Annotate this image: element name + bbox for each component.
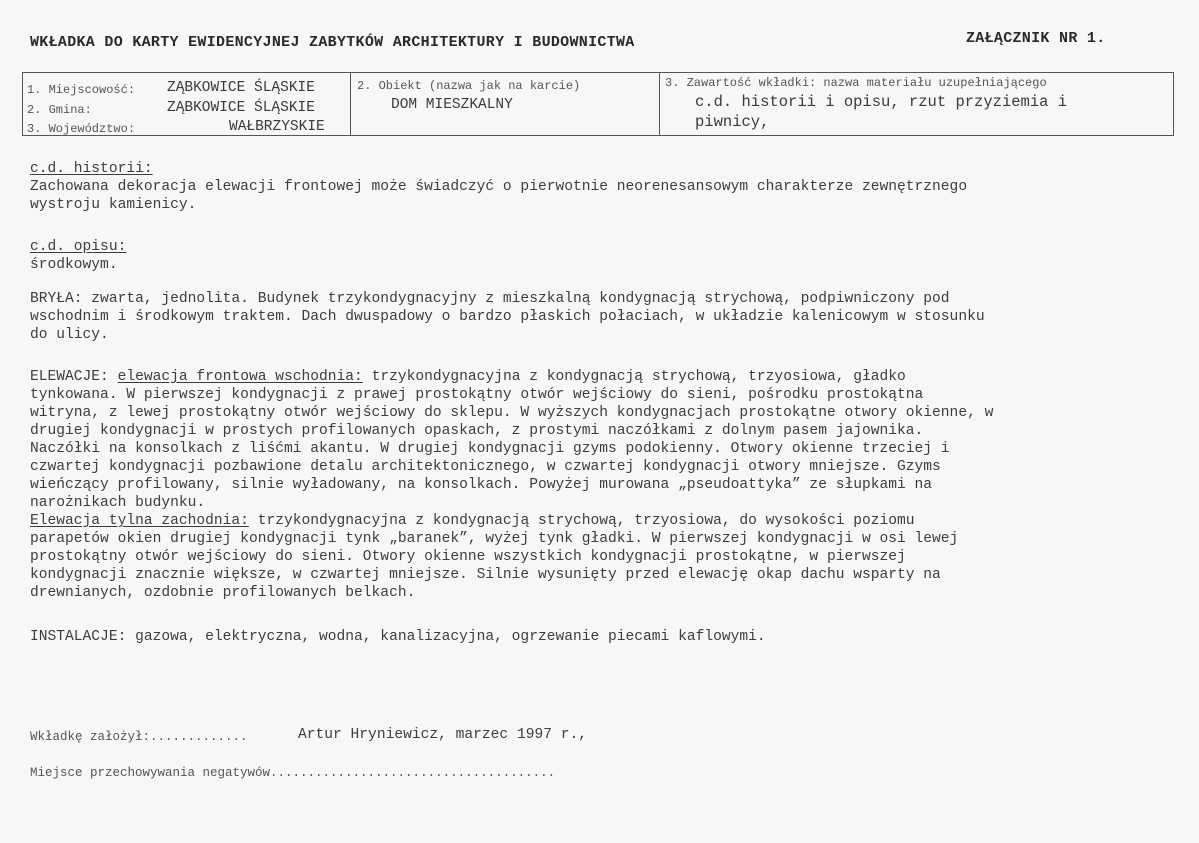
back-elevation-line: prostokątny otwór wejściowy do sieni. Otwory okienne wszystkich kondygnacji prostokątne, w pierwszej <box>30 549 906 565</box>
bryla-line: do ulicy. <box>30 327 109 343</box>
back-elevation-first-line <box>30 512 915 530</box>
column-divider <box>350 73 351 135</box>
historia-line: wystroju kamienicy. <box>30 197 197 213</box>
front-elevation-line: drugiej kondygnacji w prostych profilowanych opaskach, z prostymi naczółkami z dolnym pasem jajownika. <box>30 423 924 439</box>
gmina-label: 2. Gmina: <box>27 103 92 117</box>
back-elevation-heading: Elewacja tylna zachodnia: <box>30 513 249 529</box>
zalozyl-label: Wkładkę założył:............. <box>30 730 248 744</box>
back-elevation-first-text: trzykondygnacyjna z kondygnacją strychową, trzyosiowa, do wysokości poziomu <box>257 513 915 529</box>
front-elevation-line: czwartej kondygnacji pozbawione detalu architektonicznego, w czwartej kondygnacji otwory mniejsze. Gzyms <box>30 459 941 475</box>
zawartosc-label: 3. Zawartość wkładki: nazwa materiału uzupełniającego <box>665 76 1047 90</box>
bryla-line: BRYŁA: zwarta, jednolita. Budynek trzykondygnacyjny z mieszkalną kondygnacją strychową, podpiwniczony pod <box>30 291 950 307</box>
column-divider <box>659 73 660 135</box>
instalacje-line: INSTALACJE: gazowa, elektryczna, wodna, kanalizacyjna, ogrzewanie piecami kaflowymi. <box>30 629 766 645</box>
front-elevation-line: Naczółki na konsolkach z liśćmi akantu. W drugiej kondygnacji gzyms podokienny. Otwory okienne trzeciej i <box>30 441 950 457</box>
miejscowosc-label: 1. Miejscowość: <box>27 83 136 97</box>
historia-line: Zachowana dekoracja elewacji frontowej może świadczyć o pierwotnie neorenesansowym charakterze zewnętrznego <box>30 179 968 195</box>
zawartosc-line-2: piwnicy, <box>695 113 770 131</box>
front-elevation-first-text: trzykondygnacyjna z kondygnacją strychową, trzyosiowa, gładko <box>371 369 906 385</box>
front-elevation-line: wieńczący profilowany, silnie wyładowany, na konsolkach. Powyżej murowana „pseudoattyka” ze słupkami na <box>30 477 933 493</box>
front-elevation-line: tynkowana. W pierwszej kondygnacji z prawej prostokątny otwór wejściowy do sieni, pośrodku prostokątna <box>30 387 924 403</box>
wojewodztwo-value: WAŁBRZYSKIE <box>229 119 325 135</box>
zalozyl-value: Artur Hryniewicz, marzec 1997 r., <box>298 727 588 743</box>
back-elevation-line: drewnianych, ozdobnie profilowanych belkach. <box>30 585 416 601</box>
obiekt-label: 2. Obiekt (nazwa jak na karcie) <box>357 79 581 93</box>
back-elevation-line: parapetów okien drugiej kondygnacji tynk „baranek”, wyżej tynk gładki. W pierwszej kondygnacji w osi lewej <box>30 531 959 547</box>
front-elevation-line: narożnikach budynku. <box>30 495 206 511</box>
front-elevation-heading: elewacja frontowa wschodnia: <box>117 369 363 385</box>
front-elevation-line: witryna, z lewej prostokątny otwór wejściowy do sklepu. W wyższych kondygnacjach prostokątne otwory okienne, w <box>30 405 994 421</box>
bryla-line: wschodnim i środkowym traktem. Dach dwuspadowy o bardzo płaskich połaciach, w układzie kalenicowym w stosunku <box>30 309 985 325</box>
zawartosc-line-1: c.d. historii i opisu, rzut przyziemia i <box>695 93 1068 111</box>
info-table <box>22 72 1174 136</box>
elewacje-first-line <box>30 368 906 386</box>
attachment-number: ZAŁĄCZNIK NR 1. <box>966 30 1106 47</box>
elewacje-label: ELEWACJE: <box>30 369 109 385</box>
gmina-value: ZĄBKOWICE ŚLĄSKIE <box>167 100 315 116</box>
back-elevation-line: kondygnacji znacznie większe, w czwartej mniejsze. Silnie wysunięty przed elewację okap dachu wsparty na <box>30 567 941 583</box>
opis-line: środkowym. <box>30 257 118 273</box>
negatywy-label: Miejsce przechowywania negatywów...................................... <box>30 766 556 780</box>
historia-heading: c.d. historii: <box>30 161 153 177</box>
wojewodztwo-label: 3. Województwo: <box>27 122 136 136</box>
document-title: WKŁADKA DO KARTY EWIDENCYJNEJ ZABYTKÓW ARCHITEKTURY I BUDOWNICTWA <box>30 34 635 51</box>
miejscowosc-value: ZĄBKOWICE ŚLĄSKIE <box>167 80 315 96</box>
opis-heading: c.d. opisu: <box>30 239 127 255</box>
obiekt-value: DOM MIESZKALNY <box>391 97 513 113</box>
